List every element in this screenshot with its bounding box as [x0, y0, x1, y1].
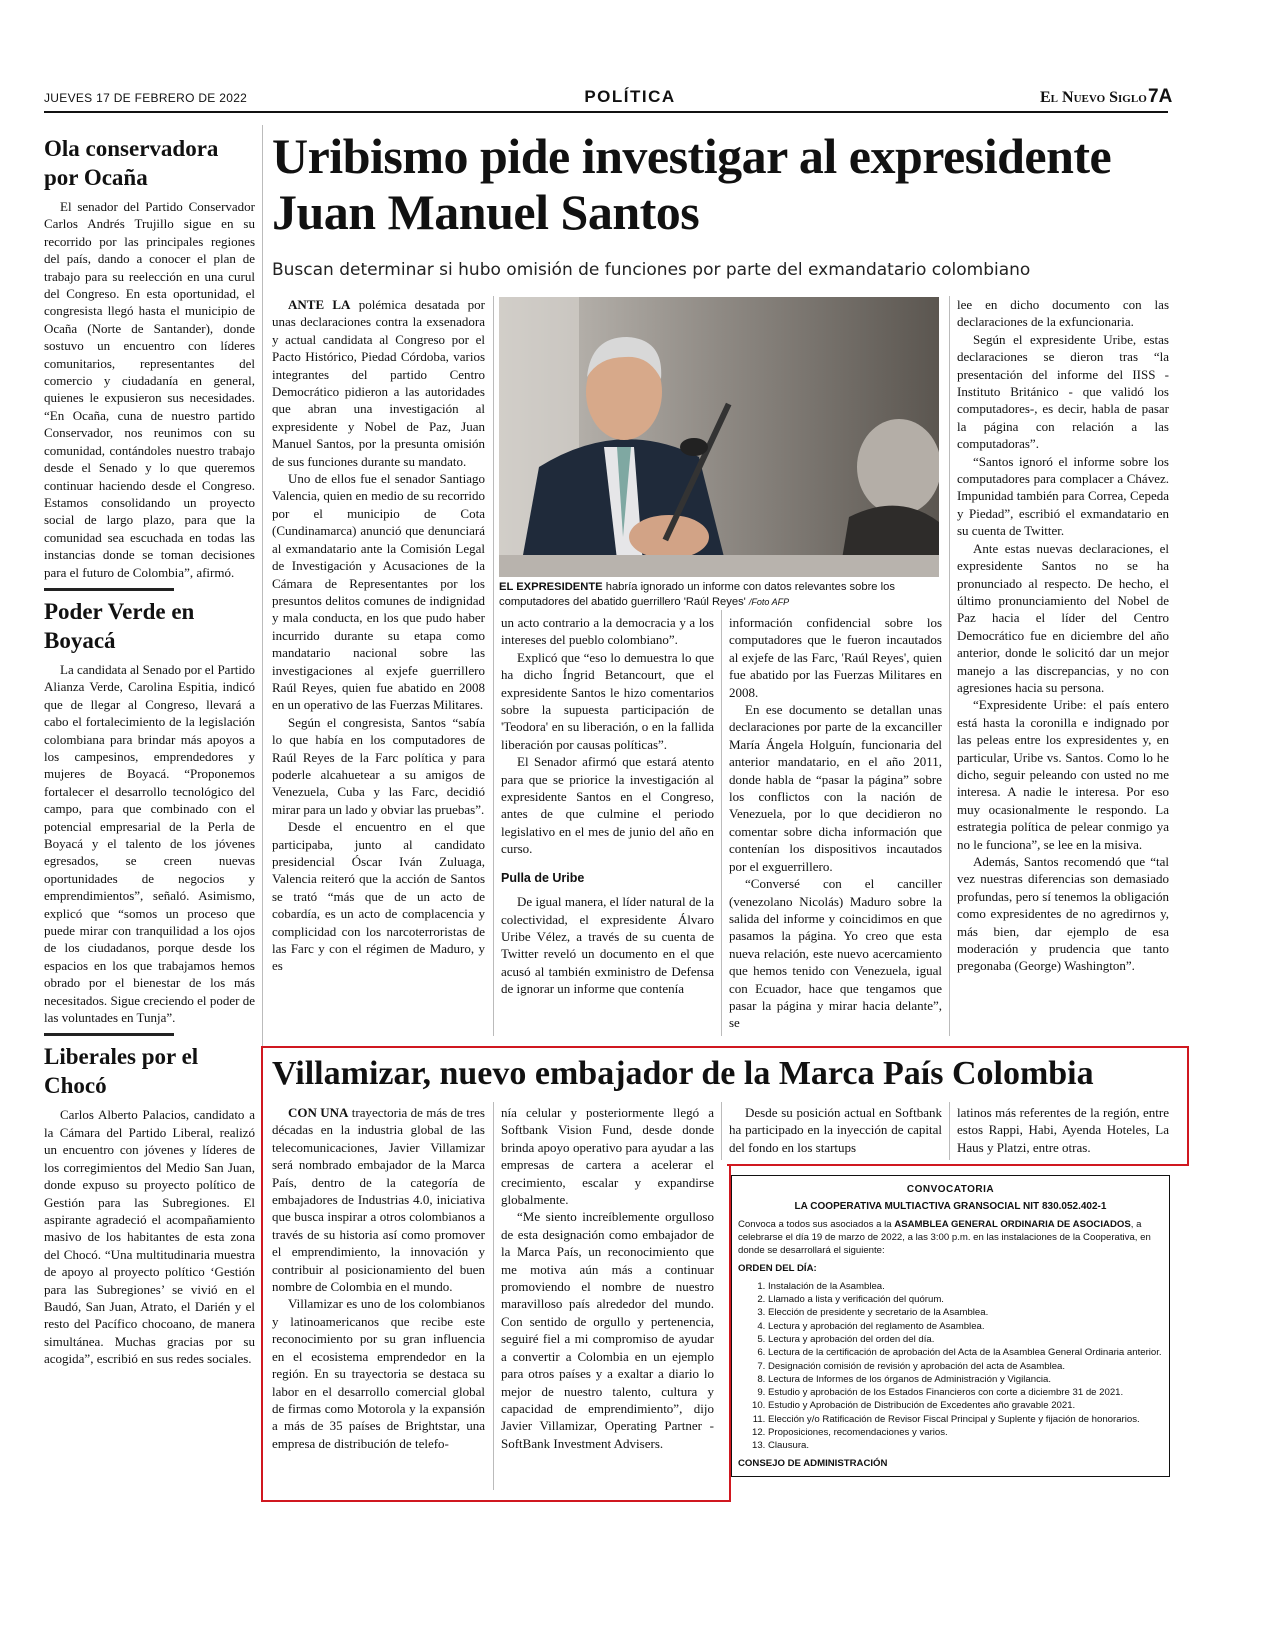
paragraph: Según el congresista, Santos “sabía lo que había en los computadores de Raúl Reyes de la Farc política y para poderle alcahuetear a su amigos de Venezuela, Cuba y las Farc, decidió mirar para un lado y obviar las pruebas”. [272, 714, 485, 817]
notice-organization: LA COOPERATIVA MULTIACTIVA GRANSOCIAL NIT 830.052.402-1 [794, 1201, 1107, 1213]
main-headline: Uribismo pide investigar al expresidente Juan Manuel Santos [272, 128, 1112, 240]
paragraph: Villamizar es uno de los colombianos y latinoamericanos que recibe este reconocimiento por su gran influencia en el ecosistema emprendedor en la región. En su trayectoria se destaca su labor en el desarrollo comercial global de firmas como Motorola y la expansión a más de 35 países de Brightstar, una empresa de distribución de telefo- [272, 1296, 485, 1451]
sidebar [44, 134, 255, 1368]
paragraph: De igual manera, el líder natural de la colectividad, el expresidente Álvaro Uribe Vélez, a través de su cuenta de Twitter reveló un documento en el que acusó al también exministro de Defensa de ignorar un informe que contenía [501, 894, 714, 997]
villamizar-box-step [727, 1164, 1188, 1166]
notice-intro-a: Convoca a todos sus asociados a la [738, 1218, 895, 1230]
edition-date: JUEVES 17 DE FEBRERO DE 2022 [44, 91, 248, 105]
sidebar-story-title: Liberales por el Chocó [44, 1044, 199, 1099]
section-name: POLÍTICA [584, 87, 676, 106]
agenda-item: 1. Instalación de la Asamblea. [768, 1280, 1163, 1293]
villamizar-column-2 [501, 1104, 714, 1452]
sidebar-story-3 [44, 1042, 255, 1367]
sidebar-story-2 [44, 597, 255, 1027]
main-column-3 [729, 614, 942, 1032]
agenda-item: 13. Clausura. [768, 1439, 1163, 1452]
lead-caps: ANTE LA [288, 297, 351, 312]
paragraph: Ante estas nuevas declaraciones, el expresidente Santos no se ha pronunciado al respecto. De hecho, el último pronunciamiento del Nobel de Paz hacia el líder del Centro Democrático fue en diciembre del año anterior, donde le solicitó dar un mejor manejo a las discrepancias, y no con agresiones hacia su persona. [957, 540, 1169, 695]
paragraph: Desde su posición actual en Softbank ha participado en la inyección de capital del fondo en los startups [729, 1105, 942, 1155]
agenda-item: 3. Elección de presidente y secretario de la Asamblea. [768, 1306, 1163, 1319]
paragraph: lee en dicho documento con las declaraciones de la exfuncionaria. [957, 297, 1169, 330]
santos-photo [499, 297, 939, 577]
villamizar-column-1 [272, 1104, 485, 1452]
paragraph: Además, Santos recomendó que “tal vez nuestras diferencias son demasiado profundas, pero sí tenemos la obligación como expresidentes de no agredirnos y, más bien, dar ejemplo de esa moderación y prudencia que tanto pregonaba (George) Washington”. [957, 854, 1169, 974]
column-rule [949, 1102, 950, 1160]
main-column-4 [957, 296, 1169, 975]
main-column-1 [272, 296, 485, 975]
agenda-item: 12. Proposiciones, recomendaciones y varios. [768, 1426, 1163, 1439]
agenda-item: 5. Lectura y aprobación del orden del día. [768, 1333, 1163, 1346]
photo-credit: /Foto AFP [748, 597, 790, 607]
agenda-item: 2. Llamado a lista y verificación del quórum. [768, 1293, 1163, 1306]
agenda-list [738, 1280, 1163, 1453]
assembly-notice [731, 1175, 1170, 1477]
villamizar-headline: Villamizar, nuevo embajador de la Marca País Colombia [272, 1055, 1094, 1092]
agenda-item: 11. Elección y/o Ratificación de Revisor Fiscal Principal y Suplente y fijación de honorarios. [768, 1413, 1163, 1426]
photo-caption [499, 580, 939, 610]
agenda-item: 4. Lectura y aprobación del reglamento de Asamblea. [768, 1320, 1163, 1333]
column-rule [949, 296, 950, 1036]
page-number: 7A [1148, 86, 1173, 107]
column-rule [493, 1102, 494, 1490]
paragraph: En ese documento se detallan unas declaraciones por parte de la excanciller María Ángela Holguín, funcionaria del anterior mandatario, en el año 2011, donde habla de “pasar la página” sobre los conflictos con la nación de Venezuela, por lo que decidieron no comentar sobre dicha información que contenían los dispositivos incautados por el exguerrillero. [729, 702, 942, 874]
sidebar-story-body: La candidata al Senado por el Partido Alianza Verde, Carolina Espitia, indicó que de llegar al Congreso, llevará a cabo el fortalecimiento de la legislación colombiana para brindar más apoyos a los campesinos, emprendedores y mujeres de Boyacá. “Proponemos fortalecer el desarrollo tecnológico del campo, para que combinado con el potencial empresarial de la Perla de Boyacá y el talento de los jóvenes egresados, se creen nuevas oportunidades de negocios y emprendimientos”, señaló. Asimismo, explicó que “somos un proceso que puede mirar con tranquilidad a los ojos de los ciudadanos, porque desde los espacios en los que trabajamos hemos obrado por el bienestar de los más necesitados. Sigue creciendo el poder de las voluntades en Tunja”. [44, 661, 255, 1026]
paragraph: “Expresidente Uribe: el país entero está hasta la coronilla e indignado por las peleas entre los expresidentes y, en particular, Uribe vs. Santos. Como lo he dicho, seguir peleando con usted no me interesa. A nadie le interesa. Por eso muy ocasionalmente le respondo. La estrategia política de pelear conmigo ya no le funciona”, se lee en la misiva. [957, 697, 1169, 852]
paragraph: información confidencial sobre los computadores que le fueron incautados al exjefe de las Farc, 'Raúl Reyes', quien fue abatido por las Fuerzas Militares en 2008. [729, 615, 942, 700]
caption-text: habría ignorado un informe con datos relevantes sobre los computadores del abatido guerrillero 'Raúl Reyes' [499, 581, 895, 608]
agenda-item: 7. Designación comisión de revisión y aprobación del acta de Asamblea. [768, 1360, 1163, 1373]
column-rule [721, 1102, 722, 1160]
paragraph: Explicó que “eso lo demuestra lo que ha dicho Íngrid Betancourt, que el expresidente Santos le hizo comentarios sobre la supuesta participación de 'Teodora' en su liberación, o en la fallida liberación por causas políticas”. [501, 649, 714, 752]
sidebar-story-title: Ola conservadora por Ocaña [44, 136, 219, 190]
paragraph: “Conversé con el canciller (venezolano Nicolás) Maduro sobre la salida del informe y coincidimos en que pasamos la página. Yo creo que esta nueva relación, este nuevo acercamiento que hemos tenido con Venezuela, igual con Ecuador, hace que tengamos que pasar la página y mirar hacia delante”, se [729, 876, 942, 1031]
column-rule [493, 296, 494, 1036]
sidebar-story-body: Carlos Alberto Palacios, candidato a la Cámara del Partido Liberal, realizó un encuentro con jóvenes y líderes de los corregimientos del Medio San Juan, donde expuso su proyecto político de Gestión para las Subregiones. El aspirante agradeció el acompañamiento masivo de los habitantes de esta zona del Chocó. “Una multitudinaria muestra de apoyo al proyecto político ‘Gestión para las Subregiones’ se vivió en el Baudó, San Juan, Atrato, el Darién y el resto del Pacífico chocoano, de manera simultánea. Muchas gracias por su acogida”, escribió en sus redes sociales. [44, 1107, 255, 1367]
lead-caps: CON UNA [288, 1105, 349, 1120]
villamizar-column-3 [729, 1104, 942, 1156]
column-rule [721, 610, 722, 1036]
paragraph: Desde el encuentro en el que participaba, junto al candidato presidencial Óscar Iván Zuluaga, Valencia reiteró que la acción de Santos se trató “más que de un acto de cobardía, es un acto de complacencia y complicidad con los narcoterroristas de las Farc y con el régimen de Maduro, y es [272, 819, 485, 974]
agenda-item: 6. Lectura de la certificación de aprobación del Acta de la Asamblea General Ordinaria anterior. [768, 1346, 1163, 1359]
paragraph: nía celular y posteriormente llegó a Softbank Vision Fund, desde donde brinda apoyo operativo para ayudar a las empresas de cartera a acelerar el crecimiento, escalar y expandirse globalmente. [501, 1105, 714, 1208]
paragraph: “Me siento increíblemente orgulloso de esta designación como embajador de la Marca País, un reconocimiento que me motiva aún más a continuar promoviendo el nombre de nuestro maravilloso país alrededor del mundo. Con sentido de orgullo y pertenencia, seguiré fiel a mi compromiso de ayudar a convertir a Colombia en un ejemplo para otros países y a exaltar a diario lo mejor de nuestro talento, cultura y capacidad de emprendimiento”, dijo Javier Villamizar, Operating Partner - SoftBank Investment Advisers. [501, 1209, 714, 1451]
caption-lead: EL EXPRESIDENTE [499, 581, 603, 593]
paragraph: Según el expresidente Uribe, estas declaraciones se dieron tras “la presentación del informe del IISS -Instituto Británico - que validó los computadores-, es decir, habla de pasar la página con relación a las computadoras”. [957, 331, 1169, 452]
agenda-label: ORDEN DEL DÍA: [738, 1263, 817, 1275]
paragraph: “Santos ignoró el informe sobre los computadores para complacer a Chávez. Impunidad también para Correa, Cepeda y Piedad”, escribió el exmandatario en su cuenta de Twitter. [957, 453, 1169, 539]
agenda-item: 9. Estudio y aprobación de los Estados Financieros con corte a diciembre 31 de 2021. [768, 1386, 1163, 1399]
paragraph: un acto contrario a la democracia y a los intereses del pueblo colombiano”. [501, 615, 714, 648]
subhead: Pulla de Uribe [501, 870, 585, 885]
main-subheadline: Buscan determinar si hubo omisión de funciones por parte del exmandatario colombiano [272, 260, 1031, 280]
header-rule [44, 111, 1168, 113]
agenda-item: 8. Lectura de Informes de los órganos de Administración y Vigilancia. [768, 1373, 1163, 1386]
notice-title: CONVOCATORIA [906, 1184, 995, 1195]
notice-intro-b: ASAMBLEA GENERAL ORDINARIA DE ASOCIADOS [894, 1218, 1131, 1230]
main-column-2 [501, 614, 714, 998]
photo-image [499, 297, 939, 577]
sidebar-divider [44, 588, 174, 591]
sidebar-story-1 [44, 134, 255, 581]
notice-signature: CONSEJO DE ADMINISTRACIÓN [738, 1457, 888, 1469]
paragraph: Uno de ellos fue el senador Santiago Valencia, quien en medio de su recorrido por el municipio de Cota (Cundinamarca) anunció que denunciará al exmandatario ante la Comisión Legal de Investigación y Acusaciones de la Cámara de Representantes por los presuntos delitos comunes de indignidad y mala conducta, en los que pudo haber incurrido durante su etapa como mandatario nacional sobre las investigaciones al exjefe guerrillero Raúl Reyes, quien fue abatido en 2008 en un operativo de las Fuerzas Militares. [272, 471, 485, 713]
sidebar-story-title: Poder Verde en Boyacá [44, 598, 195, 653]
paragraph: polémica desatada por unas declaraciones contra la exsenadora y actual candidata al Congreso por el Pacto Histórico, Piedad Córdoba, varios integrantes del partido Centro Democrático pidieron a las autoridades que abran una investigación al expresidente y Nobel de Paz, Juan Manuel Santos, por la presunta omisión de sus funciones durante su mandato. [272, 297, 485, 469]
agenda-item: 10. Estudio y Aprobación de Distribución de Excedentes año gravable 2021. [768, 1399, 1163, 1412]
villamizar-column-4 [957, 1104, 1169, 1156]
paragraph: El Senador afirmó que estará atento para que se priorice la investigación al expresidente Santos en el Congreso, antes de que culmine el periodo legislativo en el mes de junio del año en curso. [501, 754, 714, 857]
notice-intro-c: , a celebrarse el día 19 de marzo de 2022, a las 3:00 p.m. en las instalaciones de la Cooperativa, en donde se desarrollará el siguiente: [738, 1218, 1151, 1257]
sidebar-divider [44, 1033, 174, 1036]
newspaper-brand: El Nuevo Siglo [1040, 89, 1147, 106]
paragraph: trayectoria de más de tres décadas en la industria global de las telecomunicaciones, Javier Villamizar será nombrado embajador de la Marca País, dentro de la categoría de embajadores de Industrias 4.0, iniciativa que busca inspirar a otros colombianos a través de su historia así como promover el emprendimiento, la innovación y contribuir al posicionamiento del buen nombre de Colombia en el mundo. [272, 1105, 485, 1295]
paragraph: latinos más referentes de la región, entre estos Rappi, Habi, Ayenda Hoteles, La Haus y Platzi, entre otras. [957, 1105, 1169, 1155]
notice-intro [738, 1218, 1163, 1258]
sidebar-story-body: El senador del Partido Conservador Carlos Andrés Trujillo sigue en su recorrido por las principales regiones del país, dando a conocer el plan de trabajo para su reelección en una curul del Congreso. En esta oportunidad, el congresista llegó hasta el municipio de Ocaña (Norte de Santander), donde sostuvo un encuentro con líderes comunitarios, representantes del comercio y ciudadanía en general, quienes le expusieron sus necesidades. “En Ocaña, cuna de nuestro partido Conservador, nos reunimos con su comunidad, contándoles nuestro trabajo desde el Senado y lo que queremos continuar haciendo desde el Congreso. Estamos consolidando un proyecto social de largo plazo, para que la comunidad sea escuchada en todas las instancias donde se toman decisiones para el futuro de Colombia”, afirmó. [44, 199, 255, 580]
